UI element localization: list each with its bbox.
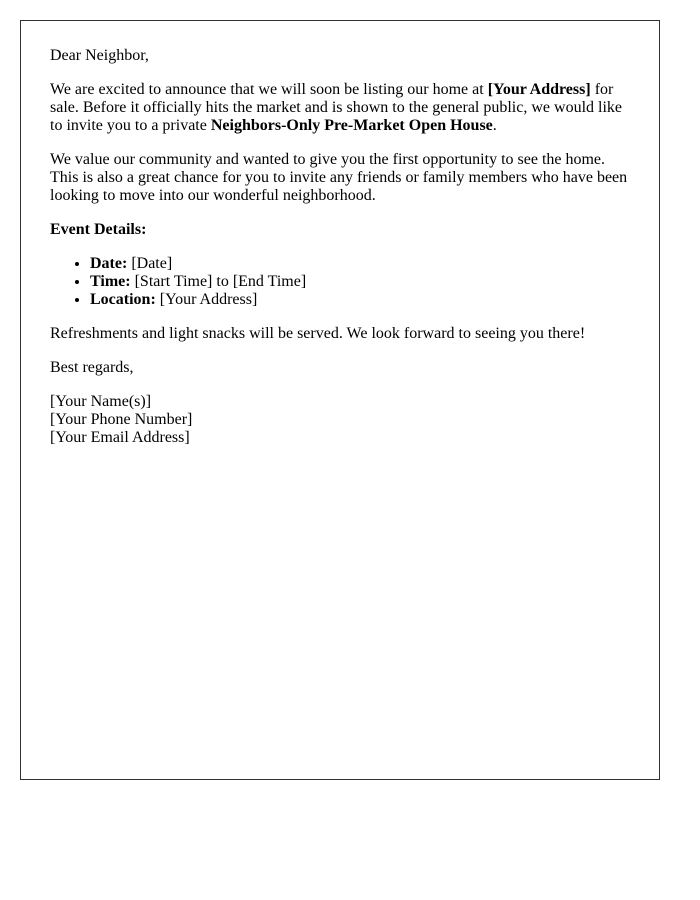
signature-email: [Your Email Address] [50, 429, 190, 446]
intro-event-name: Neighbors-Only Pre-Market Open House [210, 117, 493, 134]
detail-value: [Your Address] [155, 291, 258, 308]
intro-paragraph [50, 81, 631, 135]
intro-text-2: for sale. Before it officially hits the market and is shown to the general public, we would like to invite you to a private [50, 81, 622, 134]
detail-label: Time: [90, 273, 131, 290]
signature-block [50, 393, 631, 447]
signature-phone: [Your Phone Number] [50, 411, 193, 428]
community-paragraph: We value our community and wanted to give you the first opportunity to see the home. This is also a great chance for you to invite any friends or family members who have been looking to move into our wonderful neighborhood. [50, 151, 628, 204]
signature-name: [Your Name(s)] [50, 393, 152, 410]
intro-address: [Your Address] [487, 81, 591, 98]
detail-item-time [90, 273, 631, 291]
letter-container [20, 20, 660, 780]
detail-item-date [90, 255, 631, 273]
event-details-list [50, 255, 631, 309]
detail-value: [Date] [127, 255, 173, 272]
intro-text-3: . [492, 117, 497, 134]
detail-value: [Start Time] to [End Time] [130, 273, 307, 290]
intro-text-1: We are excited to announce that we will soon be listing our home at [50, 81, 488, 98]
event-details-heading: Event Details: [50, 221, 147, 238]
sign-off: Best regards, [50, 359, 134, 376]
detail-label: Location: [90, 291, 156, 308]
detail-label: Date: [90, 255, 128, 272]
closing-note: Refreshments and light snacks will be served. We look forward to seeing you there! [50, 325, 586, 342]
detail-item-location [90, 291, 631, 309]
greeting: Dear Neighbor, [50, 47, 149, 64]
